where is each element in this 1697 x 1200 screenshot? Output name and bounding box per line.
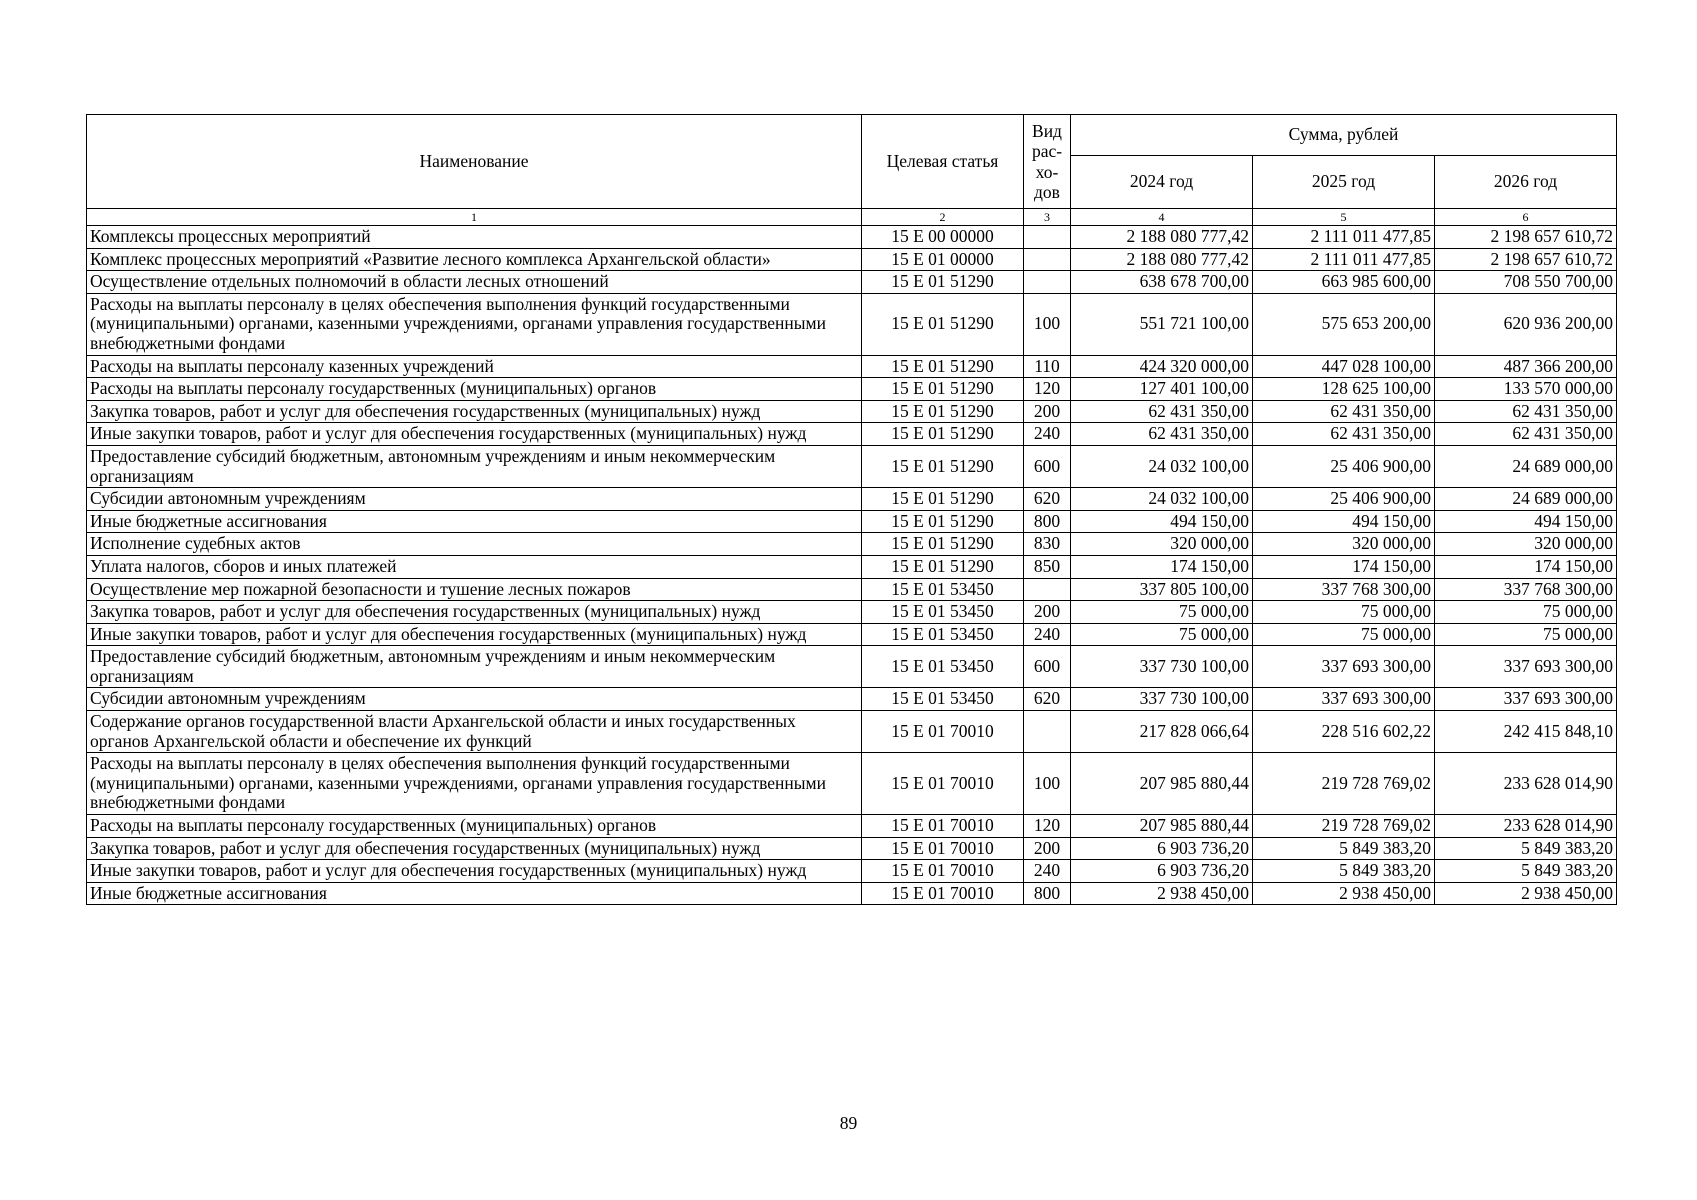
row-name: Иные закупки товаров, работ и услуг для обеспечения государственных (муниципальных) нужд [87, 860, 862, 883]
row-target-article: 15 Е 01 51290 [862, 400, 1024, 423]
row-sum-2025: 575 653 200,00 [1253, 293, 1435, 355]
header-target-article: Целевая статья [862, 115, 1024, 209]
table-row [87, 860, 1617, 883]
row-name: Исполнение судебных актов [87, 533, 862, 556]
row-target-article: 15 Е 01 70010 [862, 711, 1024, 753]
row-expense-type [1024, 248, 1071, 271]
table-row [87, 488, 1617, 511]
row-sum-2024: 207 985 880,44 [1071, 815, 1253, 838]
row-sum-2026: 337 693 300,00 [1435, 688, 1617, 711]
row-sum-2025: 663 985 600,00 [1253, 271, 1435, 294]
header-year-2025: 2025 год [1253, 156, 1435, 209]
row-name: Комплекс процессных мероприятий «Развитие лесного комплекса Архангельской области» [87, 248, 862, 271]
table-row [87, 646, 1617, 688]
row-sum-2026: 2 198 657 610,72 [1435, 248, 1617, 271]
row-sum-2024: 75 000,00 [1071, 623, 1253, 646]
row-name: Расходы на выплаты персоналу казенных учреждений [87, 355, 862, 378]
row-sum-2026: 5 849 383,20 [1435, 837, 1617, 860]
row-expense-type: 800 [1024, 510, 1071, 533]
row-expense-type [1024, 711, 1071, 753]
column-index: 5 [1253, 209, 1435, 226]
header-year-2024: 2024 год [1071, 156, 1253, 209]
row-target-article: 15 Е 01 70010 [862, 860, 1024, 883]
table-row [87, 248, 1617, 271]
row-name: Комплексы процессных мероприятий [87, 226, 862, 249]
table-row [87, 226, 1617, 249]
table-row [87, 815, 1617, 838]
row-expense-type: 600 [1024, 445, 1071, 487]
row-name: Иные бюджетные ассигнования [87, 510, 862, 533]
row-expense-type: 830 [1024, 533, 1071, 556]
row-name: Уплата налогов, сборов и иных платежей [87, 555, 862, 578]
table-row [87, 623, 1617, 646]
row-expense-type: 100 [1024, 293, 1071, 355]
column-index: 3 [1024, 209, 1071, 226]
row-sum-2026: 174 150,00 [1435, 555, 1617, 578]
row-sum-2025: 337 693 300,00 [1253, 688, 1435, 711]
row-sum-2025: 219 728 769,02 [1253, 753, 1435, 815]
row-sum-2024: 2 188 080 777,42 [1071, 248, 1253, 271]
row-target-article: 15 Е 01 51290 [862, 293, 1024, 355]
row-sum-2024: 6 903 736,20 [1071, 837, 1253, 860]
row-sum-2026: 708 550 700,00 [1435, 271, 1617, 294]
header-expense-type: Вид рас-хо-дов [1024, 115, 1071, 209]
row-sum-2026: 320 000,00 [1435, 533, 1617, 556]
row-sum-2025: 25 406 900,00 [1253, 488, 1435, 511]
row-target-article: 15 Е 01 00000 [862, 248, 1024, 271]
row-expense-type: 800 [1024, 882, 1071, 905]
row-expense-type: 200 [1024, 400, 1071, 423]
row-sum-2026: 2 198 657 610,72 [1435, 226, 1617, 249]
header-name: Наименование [87, 115, 862, 209]
row-name: Расходы на выплаты персоналу государственных (муниципальных) органов [87, 815, 862, 838]
row-sum-2024: 75 000,00 [1071, 601, 1253, 624]
row-name: Осуществление отдельных полномочий в области лесных отношений [87, 271, 862, 294]
row-sum-2026: 620 936 200,00 [1435, 293, 1617, 355]
row-expense-type [1024, 578, 1071, 601]
row-target-article: 15 Е 01 70010 [862, 753, 1024, 815]
row-target-article: 15 Е 01 53450 [862, 601, 1024, 624]
row-expense-type: 240 [1024, 423, 1071, 446]
row-sum-2024: 638 678 700,00 [1071, 271, 1253, 294]
row-expense-type [1024, 226, 1071, 249]
row-sum-2025: 2 938 450,00 [1253, 882, 1435, 905]
row-sum-2025: 25 406 900,00 [1253, 445, 1435, 487]
row-sum-2024: 551 721 100,00 [1071, 293, 1253, 355]
header-row-index [87, 209, 1617, 226]
table-header [87, 115, 1617, 226]
table-row [87, 445, 1617, 487]
row-expense-type: 240 [1024, 623, 1071, 646]
table-body [87, 226, 1617, 905]
table-row [87, 578, 1617, 601]
row-name: Осуществление мер пожарной безопасности и тушение лесных пожаров [87, 578, 862, 601]
row-expense-type: 120 [1024, 378, 1071, 401]
row-sum-2026: 62 431 350,00 [1435, 423, 1617, 446]
row-sum-2025: 2 111 011 477,85 [1253, 248, 1435, 271]
row-target-article: 15 Е 01 70010 [862, 882, 1024, 905]
row-sum-2025: 2 111 011 477,85 [1253, 226, 1435, 249]
row-target-article: 15 Е 01 51290 [862, 378, 1024, 401]
row-target-article: 15 Е 01 51290 [862, 355, 1024, 378]
table-row [87, 533, 1617, 556]
row-expense-type: 600 [1024, 646, 1071, 688]
table-row [87, 753, 1617, 815]
row-target-article: 15 Е 00 00000 [862, 226, 1024, 249]
row-sum-2024: 6 903 736,20 [1071, 860, 1253, 883]
row-sum-2026: 5 849 383,20 [1435, 860, 1617, 883]
row-sum-2025: 174 150,00 [1253, 555, 1435, 578]
row-sum-2024: 337 805 100,00 [1071, 578, 1253, 601]
row-sum-2024: 24 032 100,00 [1071, 445, 1253, 487]
table-row [87, 293, 1617, 355]
row-expense-type [1024, 271, 1071, 294]
row-sum-2024: 494 150,00 [1071, 510, 1253, 533]
row-sum-2025: 62 431 350,00 [1253, 423, 1435, 446]
column-index: 2 [862, 209, 1024, 226]
column-index: 6 [1435, 209, 1617, 226]
row-sum-2026: 2 938 450,00 [1435, 882, 1617, 905]
row-sum-2026: 233 628 014,90 [1435, 753, 1617, 815]
row-sum-2026: 75 000,00 [1435, 601, 1617, 624]
row-sum-2024: 424 320 000,00 [1071, 355, 1253, 378]
row-target-article: 15 Е 01 51290 [862, 533, 1024, 556]
row-sum-2025: 337 693 300,00 [1253, 646, 1435, 688]
table-row [87, 688, 1617, 711]
row-sum-2025: 320 000,00 [1253, 533, 1435, 556]
row-target-article: 15 Е 01 51290 [862, 488, 1024, 511]
table-row [87, 837, 1617, 860]
row-name: Закупка товаров, работ и услуг для обеспечения государственных (муниципальных) нужд [87, 837, 862, 860]
row-sum-2024: 337 730 100,00 [1071, 688, 1253, 711]
row-sum-2025: 447 028 100,00 [1253, 355, 1435, 378]
row-sum-2026: 487 366 200,00 [1435, 355, 1617, 378]
row-sum-2024: 62 431 350,00 [1071, 400, 1253, 423]
header-sum: Сумма, рублей [1071, 115, 1617, 156]
row-target-article: 15 Е 01 53450 [862, 623, 1024, 646]
row-sum-2025: 75 000,00 [1253, 601, 1435, 624]
row-target-article: 15 Е 01 51290 [862, 423, 1024, 446]
row-sum-2024: 207 985 880,44 [1071, 753, 1253, 815]
row-name: Предоставление субсидий бюджетным, автономным учреждениям и иным некоммерческим организациям [87, 445, 862, 487]
row-expense-type: 240 [1024, 860, 1071, 883]
row-expense-type: 120 [1024, 815, 1071, 838]
row-sum-2026: 24 689 000,00 [1435, 488, 1617, 511]
column-index: 1 [87, 209, 862, 226]
row-name: Субсидии автономным учреждениям [87, 688, 862, 711]
budget-table [86, 114, 1617, 905]
table-row [87, 882, 1617, 905]
row-sum-2025: 228 516 602,22 [1253, 711, 1435, 753]
table-row [87, 378, 1617, 401]
row-sum-2026: 233 628 014,90 [1435, 815, 1617, 838]
row-sum-2026: 133 570 000,00 [1435, 378, 1617, 401]
row-target-article: 15 Е 01 51290 [862, 555, 1024, 578]
row-name: Иные закупки товаров, работ и услуг для обеспечения государственных (муниципальных) нужд [87, 423, 862, 446]
row-target-article: 15 Е 01 70010 [862, 815, 1024, 838]
row-name: Иные закупки товаров, работ и услуг для обеспечения государственных (муниципальных) нужд [87, 623, 862, 646]
row-expense-type: 110 [1024, 355, 1071, 378]
row-sum-2026: 494 150,00 [1435, 510, 1617, 533]
row-expense-type: 850 [1024, 555, 1071, 578]
table-row [87, 355, 1617, 378]
row-sum-2025: 337 768 300,00 [1253, 578, 1435, 601]
row-sum-2024: 2 188 080 777,42 [1071, 226, 1253, 249]
header-year-2026: 2026 год [1435, 156, 1617, 209]
row-expense-type: 620 [1024, 488, 1071, 511]
table-row [87, 711, 1617, 753]
row-sum-2024: 320 000,00 [1071, 533, 1253, 556]
column-index: 4 [1071, 209, 1253, 226]
row-name: Расходы на выплаты персоналу в целях обеспечения выполнения функций государственными (муниципальными) органами, казенными учреждениями, органами управления государственными внебюджетными фондами [87, 753, 862, 815]
row-sum-2026: 62 431 350,00 [1435, 400, 1617, 423]
row-sum-2025: 494 150,00 [1253, 510, 1435, 533]
row-target-article: 15 Е 01 53450 [862, 578, 1024, 601]
row-name: Иные бюджетные ассигнования [87, 882, 862, 905]
row-target-article: 15 Е 01 51290 [862, 271, 1024, 294]
table-row [87, 555, 1617, 578]
table-row [87, 400, 1617, 423]
row-target-article: 15 Е 01 51290 [862, 510, 1024, 533]
row-name: Расходы на выплаты персоналу в целях обеспечения выполнения функций государственными (муниципальными) органами, казенными учреждениями, органами управления государственными внебюджетными фондами [87, 293, 862, 355]
row-name: Закупка товаров, работ и услуг для обеспечения государственных (муниципальных) нужд [87, 601, 862, 624]
row-name: Расходы на выплаты персоналу государственных (муниципальных) органов [87, 378, 862, 401]
row-name: Субсидии автономным учреждениям [87, 488, 862, 511]
row-name: Содержание органов государственной власти Архангельской области и иных государственных органов Архангельской области и обеспечение их функций [87, 711, 862, 753]
row-target-article: 15 Е 01 53450 [862, 646, 1024, 688]
row-sum-2025: 62 431 350,00 [1253, 400, 1435, 423]
row-sum-2024: 2 938 450,00 [1071, 882, 1253, 905]
table-row [87, 601, 1617, 624]
row-expense-type: 200 [1024, 837, 1071, 860]
row-sum-2026: 337 693 300,00 [1435, 646, 1617, 688]
row-sum-2024: 24 032 100,00 [1071, 488, 1253, 511]
row-sum-2025: 219 728 769,02 [1253, 815, 1435, 838]
row-sum-2024: 217 828 066,64 [1071, 711, 1253, 753]
row-target-article: 15 Е 01 51290 [862, 445, 1024, 487]
row-sum-2024: 62 431 350,00 [1071, 423, 1253, 446]
row-sum-2026: 75 000,00 [1435, 623, 1617, 646]
row-sum-2026: 24 689 000,00 [1435, 445, 1617, 487]
row-target-article: 15 Е 01 70010 [862, 837, 1024, 860]
row-name: Предоставление субсидий бюджетным, автономным учреждениям и иным некоммерческим организациям [87, 646, 862, 688]
row-expense-type: 200 [1024, 601, 1071, 624]
row-target-article: 15 Е 01 53450 [862, 688, 1024, 711]
table-row [87, 423, 1617, 446]
row-sum-2025: 75 000,00 [1253, 623, 1435, 646]
row-sum-2026: 337 768 300,00 [1435, 578, 1617, 601]
header-row-top [87, 115, 1617, 156]
table-row [87, 510, 1617, 533]
page-number: 89 [839, 1113, 858, 1133]
row-name: Закупка товаров, работ и услуг для обеспечения государственных (муниципальных) нужд [87, 400, 862, 423]
row-expense-type: 620 [1024, 688, 1071, 711]
row-sum-2025: 5 849 383,20 [1253, 837, 1435, 860]
table-row [87, 271, 1617, 294]
row-sum-2025: 128 625 100,00 [1253, 378, 1435, 401]
row-sum-2025: 5 849 383,20 [1253, 860, 1435, 883]
row-sum-2024: 174 150,00 [1071, 555, 1253, 578]
row-sum-2024: 127 401 100,00 [1071, 378, 1253, 401]
row-expense-type: 100 [1024, 753, 1071, 815]
row-sum-2026: 242 415 848,10 [1435, 711, 1617, 753]
row-sum-2024: 337 730 100,00 [1071, 646, 1253, 688]
